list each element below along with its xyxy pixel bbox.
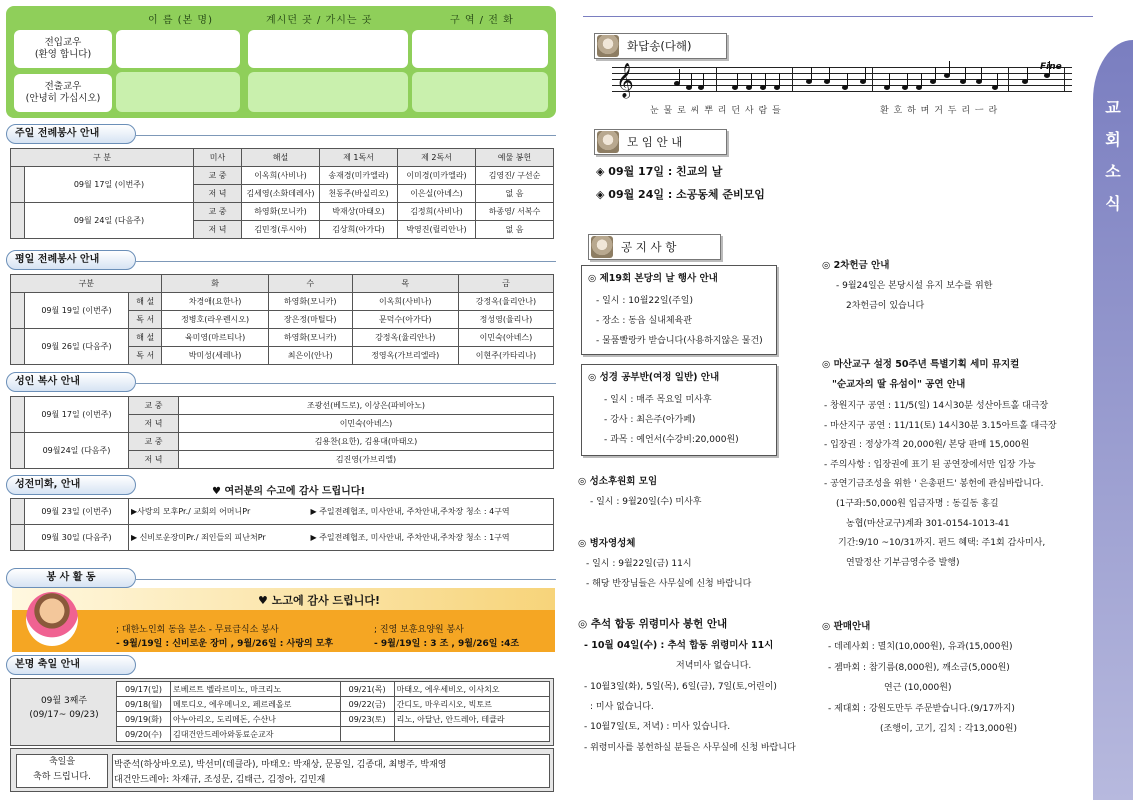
note-stem [865, 67, 866, 81]
service-line-2: - 9월/19일 : 신비로운 장미 , 9월/26일 : 사랑의 모후 [116, 639, 334, 649]
priest-icon [597, 131, 619, 153]
bar-line [792, 67, 793, 91]
in-place-field[interactable] [248, 30, 408, 68]
table-cell: 박미성(세레나) [162, 347, 268, 365]
musical-line: 농협(마산교구)계좌 301-0154-1013-41 [846, 518, 1010, 529]
staff-line [612, 91, 1072, 92]
service-thanks: ♥ 노고에 감사 드립니다! [258, 594, 380, 607]
table-cell: 장은정(마틸다) [268, 311, 352, 329]
bar-line [1064, 67, 1065, 91]
table-cell: 최은이(안나) [268, 347, 352, 365]
memorial-mass-line: - 10월3일(화), 5일(목), 6일(금), 7일(토,어린이) [584, 682, 777, 692]
table-cell [340, 727, 394, 742]
treble-clef-icon: 𝄞 [616, 63, 634, 98]
table-cell [11, 397, 25, 433]
sale-line: (조행이, 고기, 김치 : 각13,000원) [880, 724, 1017, 734]
note-stem [811, 67, 812, 81]
registration-panel [6, 6, 556, 118]
table-cell: ▶ 주일전례협조, 미사안내, 주차안내,주차장 청소 : 1구역 [309, 525, 554, 551]
table-cell: 09월 17일 (이번주) [25, 167, 194, 203]
table-cell: 해설 [242, 149, 320, 167]
musical-line: 연말정산 기부금영수증 발행) [846, 557, 960, 568]
table-cell: 09/19(화) [117, 712, 171, 727]
table-cell: 09월 23일 (이번주) [25, 499, 129, 525]
table-cell: ▶ 주일전례협조, 미사안내, 주차안내,주차장 청소 : 4구역 [309, 499, 554, 525]
table-cell: 하종영/ 서복수 [476, 203, 554, 221]
table-cell: 09월24일 (다음주) [25, 433, 129, 469]
musical-subtitle: "순교자의 딸 유섬이" 공연 안내 [832, 379, 966, 390]
table-cell: 이민숙(아녜스) [179, 415, 554, 433]
table-cell: 09/17(일) [117, 682, 171, 697]
side-label-char: 교 [1105, 98, 1121, 117]
parish-day-title: ◎ 제19회 본당의 날 행사 안내 [588, 273, 718, 284]
table-row [11, 499, 554, 525]
table-cell: 김대건안드레아와동료순교자 [171, 727, 341, 742]
feast-table [116, 681, 550, 742]
hymn-lyrics-1: 눈 물 로 씨 뿌 리 던 사 람 들 [650, 106, 782, 116]
table-cell: 리노, 아달난, 안드레아, 테클라 [394, 712, 549, 727]
table-cell: 교 중 [194, 167, 242, 185]
table-cell [11, 499, 25, 525]
table-cell: 09월 17일 (이번주) [25, 397, 129, 433]
table-cell: 간디도, 마우리시오, 빅토르 [394, 697, 549, 712]
table-cell: 09월 30일 (다음주) [25, 525, 129, 551]
note-stem [847, 73, 848, 87]
parish-day-line: - 물품빨랑카 받습니다(사용하지않은 물건) [596, 336, 763, 346]
table-cell: 정영옥(가브리엘라) [352, 347, 458, 365]
table-cell: 김영진/ 구선순 [476, 167, 554, 185]
note-stem [737, 73, 738, 87]
table-cell: 문덕수(아가다) [352, 311, 458, 329]
table-cell: 09/23(토) [340, 712, 394, 727]
side-label [1101, 92, 1125, 220]
weekday-section-title: 평일 전례봉사 안내 [6, 250, 136, 270]
table-cell: 이은실(아녜스) [398, 185, 476, 203]
table-row [11, 329, 554, 347]
priest-icon [597, 35, 619, 57]
note-stem [921, 73, 922, 87]
sick-line-2: - 해당 반장님들은 사무실에 신청 바랍니다 [586, 579, 752, 589]
col-name-header: 이 름 (본 명) [148, 15, 213, 26]
table-row [11, 433, 554, 451]
table-cell: 화 [162, 275, 268, 293]
memorial-mass-line: 저녁미사 없습니다. [676, 661, 752, 671]
table-cell: 마태오, 에우세비오, 이사치오 [394, 682, 549, 697]
out-place-field[interactable] [248, 72, 408, 112]
sick-title: ◎ 병자영성체 [578, 538, 636, 549]
table-cell: 저 녁 [129, 415, 179, 433]
table-cell [11, 329, 25, 365]
sanctuary-thanks: ♥ 여러분의 수고에 감사 드립니다! [212, 486, 366, 497]
table-cell [11, 167, 25, 203]
table-cell: 제 1독서 [320, 149, 398, 167]
note-stem [907, 73, 908, 87]
sunday-table [10, 148, 554, 239]
table-row [117, 682, 550, 697]
table-cell: 김용찬(요한), 김용대(마태오) [179, 433, 554, 451]
sanctuary-section-title: 성전미화, 안내 [6, 475, 136, 495]
table-cell: 제 2독서 [398, 149, 476, 167]
table-cell: 로베르트 벨라르미노, 마크리노 [171, 682, 341, 697]
table-row [117, 712, 550, 727]
table-cell: 해 설 [129, 293, 162, 311]
table-row [11, 525, 554, 551]
note-stem [935, 67, 936, 81]
table-cell: 이민숙(아녜스) [458, 329, 553, 347]
table-cell: 교 중 [129, 397, 179, 415]
vocation-line: - 일시 : 9월20일(수) 미사후 [590, 497, 702, 507]
table-cell: 09월 24일 (다음주) [25, 203, 194, 239]
table-cell: 강정옥(율리안나) [458, 293, 553, 311]
table-cell: 차경애(요한나) [162, 293, 268, 311]
table-cell: 하영화(모니카) [268, 293, 352, 311]
table-cell [11, 293, 25, 329]
memorial-mass-line: - 위령미사를 봉헌하실 분들은 사무실에 신청 바랍니다 [584, 743, 796, 753]
table-cell: 김민정(루시아) [242, 221, 320, 239]
volunteer-illustration [26, 592, 78, 646]
table-cell: 09/22(금) [340, 697, 394, 712]
table-cell: 독 서 [129, 311, 162, 329]
table-row [11, 397, 554, 415]
service-line-3: ; 진영 보훈요양원 봉사 [374, 625, 464, 635]
table-cell: 09/18(월) [117, 697, 171, 712]
sunday-section-title: 주일 전례봉사 안내 [6, 124, 136, 144]
musical-line: - 마산지구 공연 : 11/11(토) 14시30분 3.15아트홀 대극장 [824, 420, 1057, 431]
table-cell: 저 녁 [129, 451, 179, 469]
musical-line: 기간:9/10 ~10/31까지. 펀드 혜택: 주1회 감사미사, [838, 538, 1046, 549]
out-name-field[interactable] [116, 72, 240, 112]
table-cell: ▶ 신비로운장미Pr./ 죄인들의 피난처Pr [129, 525, 309, 551]
table-cell: 구 분 [11, 149, 194, 167]
divider [136, 383, 556, 384]
divider [136, 579, 556, 580]
memorial-mass-line: : 미사 없습니다. [590, 702, 654, 712]
staff-line [612, 67, 1072, 68]
fine-marker: Fine [1040, 62, 1062, 72]
service-section-title: 봉 사 활 동 [6, 568, 136, 588]
table-row [11, 203, 554, 221]
musical-title: ◎ 마산교구 설정 50주년 특별기획 세미 뮤지컬 [822, 359, 1020, 370]
table-cell: 아누아리오, 도리메돈, 수산나 [171, 712, 341, 727]
table-row [11, 149, 554, 167]
note-stem [779, 73, 780, 87]
table-cell: 강정옥(율리안나) [352, 329, 458, 347]
table-cell: 09월 19일 (이번주) [25, 293, 129, 329]
in-name-field[interactable] [116, 30, 240, 68]
table-cell: 천동주(바실리오) [320, 185, 398, 203]
meeting-item-2: ◈ 09월 24일 : 소공동체 준비모임 [596, 188, 765, 201]
table-cell: 하영화(모니카) [242, 203, 320, 221]
note-stem [997, 73, 998, 87]
table-cell: 없 음 [476, 185, 554, 203]
meeting-item-1: ◈ 09월 17일 : 친교의 날 [596, 165, 723, 178]
col-area-header: 구 역 / 전 화 [450, 15, 514, 26]
bar-line [872, 67, 873, 91]
blessing-names-2: 대건안드레아: 차재규, 조성문, 김태근, 김정아, 김민재 [114, 775, 326, 785]
second-collection-line: 2차헌금이 있습니다 [846, 301, 925, 311]
table-cell: 이현주(카타리나) [458, 347, 553, 365]
staff-line [612, 79, 1072, 80]
sale-line: - 데레사회 : 멸치(10,000원), 유과(15,000원) [828, 642, 1013, 652]
service-line-1: ; 대한노인회 동읍 분소 - 무료급식소 봉사 [116, 625, 279, 635]
in-area-field[interactable] [412, 30, 548, 68]
table-cell: 김진영(가브리엘) [179, 451, 554, 469]
side-label-char: 회 [1105, 130, 1121, 149]
table-cell: 하영화(모니카) [268, 329, 352, 347]
note-stem [889, 73, 890, 87]
table-cell [11, 203, 25, 239]
parish-day-line: - 일시 : 10월22일(주일) [596, 296, 693, 306]
table-row [11, 293, 554, 311]
table-cell: 정병호(라우렌시오) [162, 311, 268, 329]
note-stem [703, 73, 704, 87]
adult-section-title: 성인 복사 안내 [6, 372, 136, 392]
table-cell: 이미경(미카엘라) [398, 167, 476, 185]
sanctuary-table [10, 498, 554, 551]
table-row [117, 727, 550, 742]
meeting-title: 모 임 안 내 [594, 129, 727, 155]
blessing-names-1: 박준석(하상바오로), 박선미(데클라), 마태오: 박재상, 문몽일, 김종대, 최병주, 박재영 [114, 760, 447, 770]
notice-title: 공 지 사 항 [588, 234, 721, 260]
table-cell: 목 [352, 275, 458, 293]
music-staff [612, 63, 1072, 99]
staff-line [612, 73, 1072, 74]
musical-line: - 창원지구 공연 : 11/5(일) 14시30분 성산아트홀 대극장 [824, 401, 1049, 411]
bar-line [716, 67, 717, 91]
bible-study-line: - 일시 : 매주 목요일 미사후 [604, 395, 712, 405]
table-cell: 저 녁 [194, 221, 242, 239]
table-cell: 저 녁 [194, 185, 242, 203]
note-stem [765, 73, 766, 87]
sale-line: - 젬마회 : 참기름(8,000원), 깨소금(5,000원) [828, 662, 1010, 673]
table-cell: 박영진(릴리안나) [398, 221, 476, 239]
table-cell: 금 [458, 275, 553, 293]
sale-line: 연근 (10,000원) [884, 683, 952, 693]
parish-day-line: - 장소 : 동읍 실내체육관 [596, 316, 692, 326]
transfer-out-label: 전출교우 (안녕히 가십시오) [14, 74, 112, 112]
table-cell: 없 음 [476, 221, 554, 239]
side-label-char: 소 [1105, 162, 1121, 181]
out-area-field[interactable] [412, 72, 548, 112]
sale-title: ◎ 판매안내 [822, 621, 871, 632]
table-cell: 09/20(수) [117, 727, 171, 742]
musical-line: (1구좌:50,000원 입금자명 : 동길동 홍길 [836, 499, 999, 509]
bible-study-title: ◎ 성경 공부반(여정 일반) 안내 [588, 372, 720, 383]
note-stem [965, 67, 966, 81]
hymn-title: 화답송(다해) [594, 33, 727, 59]
weekday-table [10, 274, 554, 365]
table-cell: 메토디오, 에우메니오, 페르레올로 [171, 697, 341, 712]
transfer-in-label: 전입교우 (환영 합니다) [14, 30, 112, 68]
divider [136, 135, 556, 136]
table-cell: 교 중 [194, 203, 242, 221]
note-stem [981, 67, 982, 81]
blessing-label: 축일을 축하 드립니다. [16, 754, 108, 788]
table-cell [394, 727, 549, 742]
col-place-header: 계시던 곳 / 가시는 곳 [266, 15, 373, 26]
note-stem [679, 69, 680, 83]
note-stem [1027, 67, 1028, 81]
table-cell: 예물 봉헌 [476, 149, 554, 167]
hymn-lyrics-2: 환 호 하 며 거 두 리 ㅡ 라 [880, 106, 999, 116]
musical-line: - 입장권 : 정상가격 20,000원/ 본당 판매 15,000원 [824, 440, 1030, 451]
table-cell: 09/21(목) [340, 682, 394, 697]
table-cell: 박재상(마태오) [320, 203, 398, 221]
musical-line: - 주의사항 : 입장권에 표기 된 공연장에서만 입장 가능 [824, 459, 1036, 470]
memorial-mass-title: ◎ 추석 합동 위령미사 봉헌 안내 [578, 618, 728, 630]
note-stem [751, 73, 752, 87]
feast-week: 09월 3째주 (09/17~ 09/23) [29, 696, 99, 720]
table-cell: 교 중 [129, 433, 179, 451]
note-stem [829, 67, 830, 81]
second-collection-line: - 9월24일은 본당시설 유지 보수를 위한 [836, 281, 993, 291]
service-line-4: - 9월/19일 : 3 조 , 9월/26일 :4조 [374, 639, 520, 649]
table-cell: 구분 [11, 275, 162, 293]
table-cell [11, 525, 25, 551]
table-row [117, 697, 550, 712]
bar-line [1008, 67, 1009, 91]
table-cell: 조광선(베드로), 이상은(파비아노) [179, 397, 554, 415]
table-cell: 해 설 [129, 329, 162, 347]
table-cell [11, 433, 25, 469]
musical-line: - 공연기금조성을 위한 ' 은총펀드' 봉헌에 관심바랍니다. [824, 479, 1044, 490]
side-label-char: 식 [1105, 194, 1121, 213]
table-cell: 김정희(사비나) [398, 203, 476, 221]
priest-icon [591, 236, 613, 258]
table-cell: 이옥희(사비나) [352, 293, 458, 311]
table-cell: 김상희(아가다) [320, 221, 398, 239]
table-cell: 송재경(미카엘라) [320, 167, 398, 185]
bible-study-line: - 과목 : 예언서(수강비:20,000원) [604, 435, 739, 445]
feast-section-title: 본명 축일 안내 [6, 655, 136, 675]
table-cell: ▶사랑의 모후Pr./ 교회의 어머니Pr [129, 499, 309, 525]
table-cell: 김세영(소화데레사) [242, 185, 320, 203]
bible-study-line: - 강사 : 최은주(아가페) [604, 415, 696, 425]
note-stem [949, 61, 950, 75]
table-cell: 육미영(마르티나) [162, 329, 268, 347]
vocation-title: ◎ 성소후원회 모임 [578, 476, 658, 487]
table-cell: 정성영(율리나) [458, 311, 553, 329]
sick-line-1: - 일시 : 9월22일(금) 11시 [586, 559, 692, 569]
table-row [11, 275, 554, 293]
sale-line: - 제대회 : 강원도만두 주문받습니다.(9/17까지) [828, 703, 1015, 714]
table-cell: 이옥희(사비나) [242, 167, 320, 185]
table-row [11, 167, 554, 185]
memorial-mass-line: - 10월 04일(수) : 추석 합동 위령미사 11시 [584, 640, 774, 651]
table-cell: 미사 [194, 149, 242, 167]
table-cell: 독 서 [129, 347, 162, 365]
divider [136, 261, 556, 262]
table-cell: 09월 26일 (다음주) [25, 329, 129, 365]
adult-table [10, 396, 554, 469]
memorial-mass-line: - 10월7일(토, 저녁) : 미사 있습니다. [584, 722, 731, 732]
note-stem [691, 73, 692, 87]
table-cell: 수 [268, 275, 352, 293]
second-collection-title: ◎ 2차헌금 안내 [822, 260, 890, 271]
